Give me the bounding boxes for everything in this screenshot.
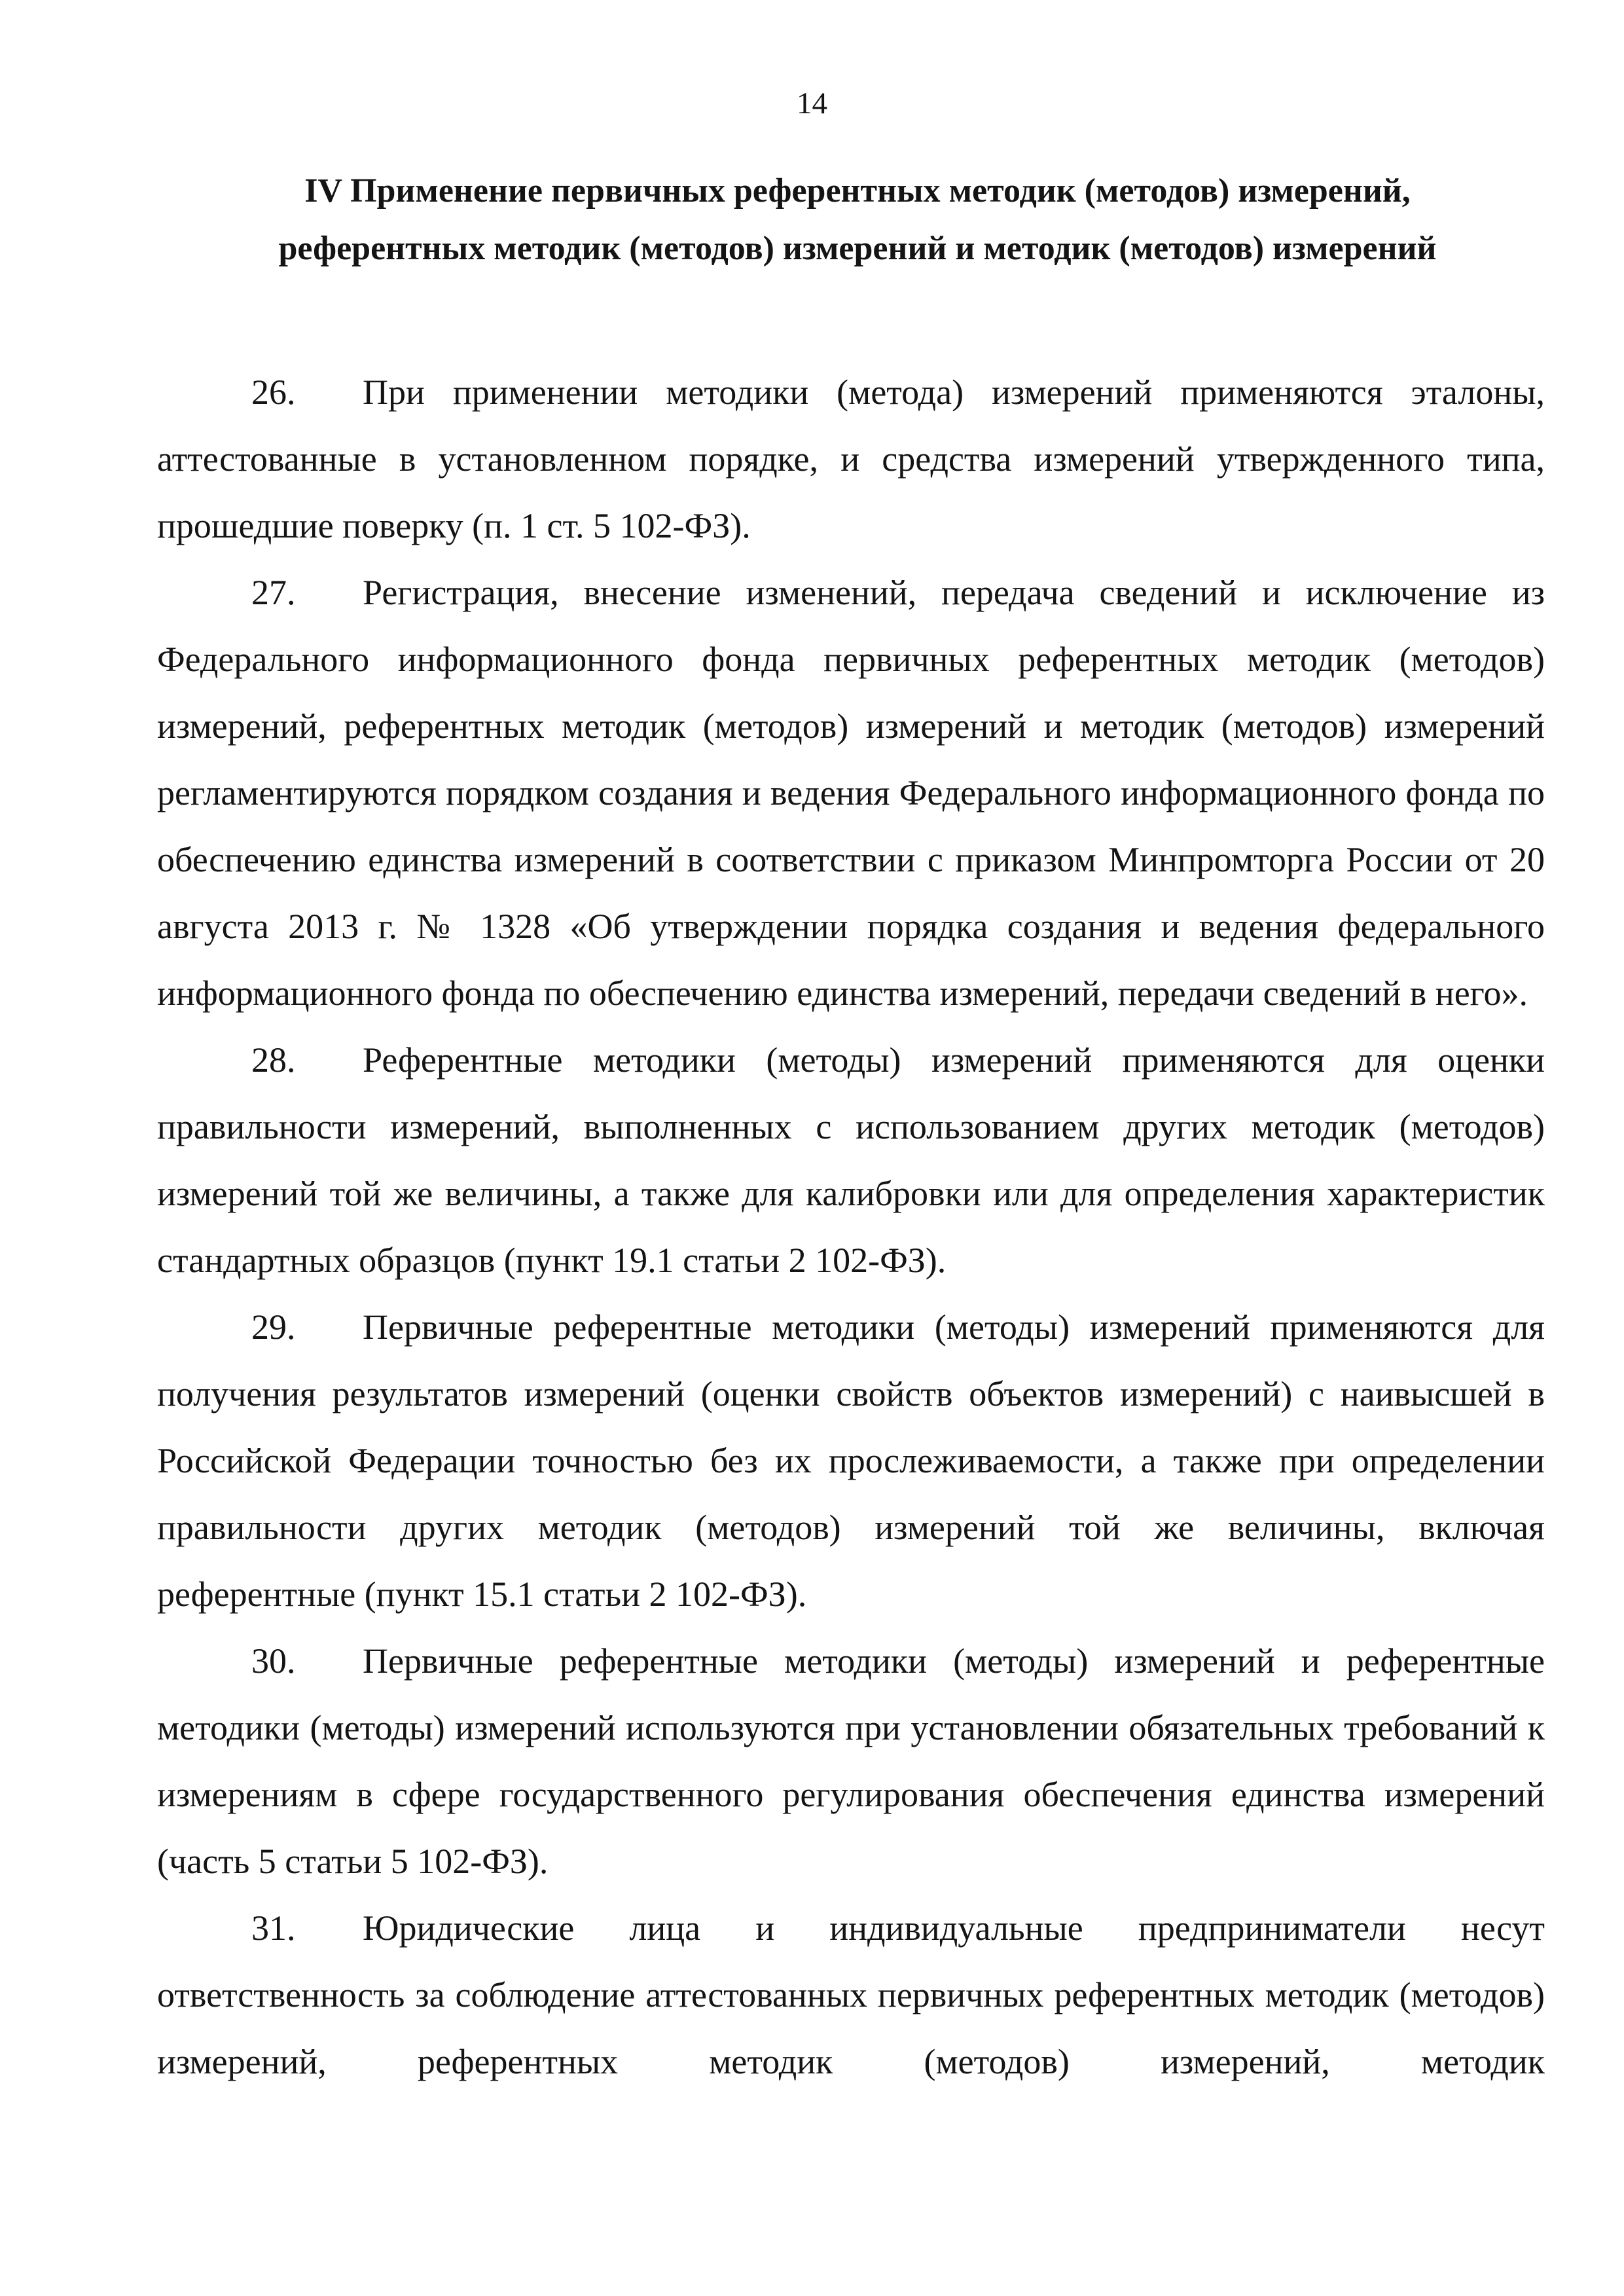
paragraph-text: Юридические лица и индивидуальные предприниматели несут ответственность за соблюдение аттестованных первичных референтных методик (методов) измерений, референтных методик (методов) измерений, методик [157, 1908, 1545, 2081]
paragraph-30 [157, 1628, 1545, 1895]
section-heading [157, 162, 1558, 278]
paragraph-text: Референтные методики (методы) измерений применяются для оценки правильности измерений, выполненных с использованием других методик (методов) измерений той же величины, а также для калибровки или для определения характеристик стандартных образцов (пункт 19.1 статьи 2 102-ФЗ). [157, 1040, 1545, 1280]
paragraph-28 [157, 1027, 1545, 1294]
paragraph-27 [157, 559, 1545, 1027]
paragraph-number: 28. [251, 1040, 296, 1080]
paragraph-text: При применении методики (метода) измерений применяются эталоны, аттестованные в установленном порядке, и средства измерений утвержденного типа, прошедшие поверку (п. 1 ст. 5 102-ФЗ). [157, 373, 1545, 545]
paragraph-number: 31. [251, 1908, 296, 1948]
paragraph-number: 29. [251, 1307, 296, 1347]
page-number: 14 [797, 86, 827, 120]
paragraph-31 [157, 1895, 1545, 2095]
paragraph-26 [157, 359, 1545, 559]
paragraph-number: 30. [251, 1641, 296, 1681]
paragraph-text: Первичные референтные методики (методы) измерений и референтные методики (методы) измерений используются при установлении обязательных требований к измерениям в сфере государственного регулирования обеспечения единства измерений (часть 5 статьи 5 102-ФЗ). [157, 1641, 1545, 1881]
paragraph-29 [157, 1294, 1545, 1628]
paragraph-number: 26. [251, 373, 296, 412]
paragraph-text: Первичные референтные методики (методы) измерений применяются для получения результатов измерений (оценки свойств объектов измерений) с наивысшей в Российской Федерации точностью без их прослеживаемости, а также при определении правильности других методик (методов) измерений той же величины, включая референтные (пункт 15.1 статьи 2 102-ФЗ). [157, 1307, 1545, 1614]
document-body [157, 359, 1545, 2095]
paragraph-number: 27. [251, 573, 296, 612]
section-heading-line-1: IV Применение первичных референтных методик (методов) измерений, [304, 172, 1411, 210]
section-heading-line-2: референтных методик (методов) измерений и методик (методов) измерений [278, 230, 1437, 267]
paragraph-text: Регистрация, внесение изменений, передача сведений и исключение из Федерального информационного фонда первичных референтных методик (методов) измерений, референтных методик (методов) измерений и методик (методов) измерений регламентируются порядком создания и ведения Федерального информационного фонда по обеспечению единства измерений в соответствии с приказом Минпромторга России от 20 августа 2013 г. № 1328 «Об утверждении порядка создания и ведения федерального информационного фонда по обеспечению единства измерений, передачи сведений в него». [157, 573, 1545, 1013]
